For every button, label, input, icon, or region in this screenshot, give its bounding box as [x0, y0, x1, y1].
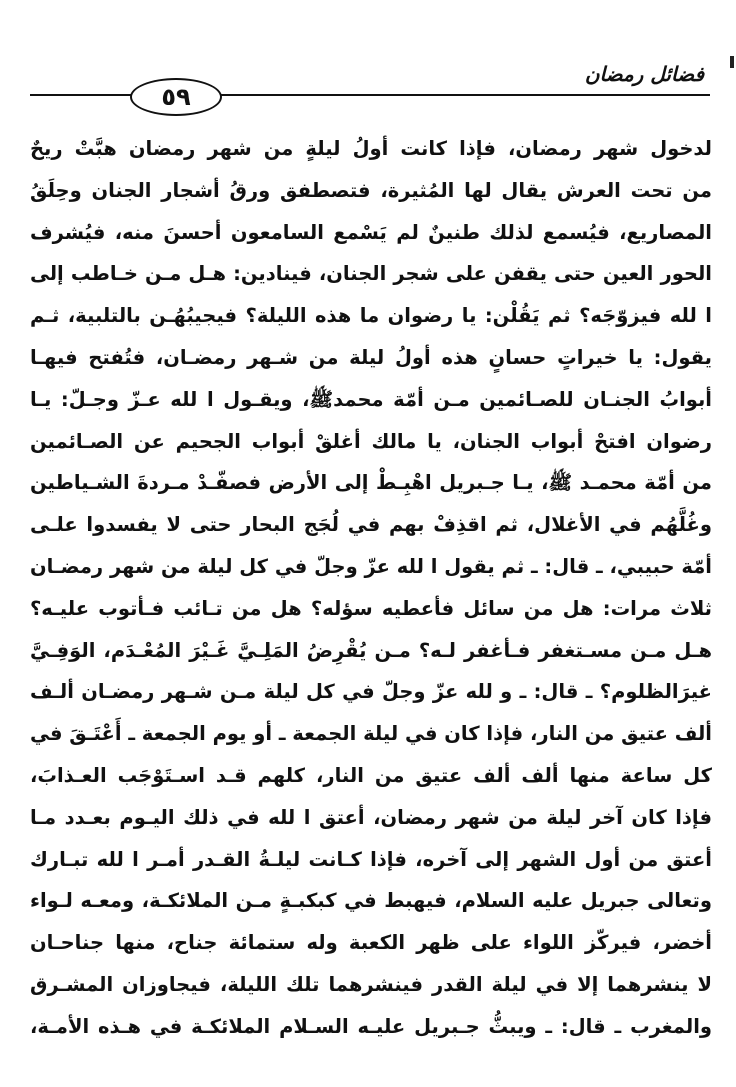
text-line: أمّة حبيبي، ـ قال: ـ ثم يقول ا لله عزّ وجلّ في كل ليلة من شهر رمضـان — [30, 554, 712, 578]
text-line: هـل مـن مسـتغفر فـأغفر لـه؟ مـن يُقْرِضُ المَلِـيَّ غَـيْرَ المُعْـدَم، الوَفِـيَّ — [30, 638, 712, 662]
text-line: المصاريع، فيُسمع لذلك طنينٌ لم يَسْمع السامعون أحسنَ منه، فيُشرف — [30, 220, 712, 244]
page-number-oval — [130, 78, 222, 116]
text-line: ألف عتيق من النار، فإذا كان في ليلة الجمعة ـ أو يوم الجمعة ـ أَعْتَـقَ في — [30, 722, 712, 746]
page-edge-mark — [730, 56, 734, 68]
text-line: يقول: يا خيراتٍ حسانٍ هذه أولُ ليلة من شـهر رمضـان، فتُفتح فيهـا — [30, 345, 712, 369]
text-line: أخضر، فيركّز اللواء على ظهر الكعبة وله ستمائة جناح، منها جناحـان — [30, 931, 712, 955]
text-line: ثلاث مرات: هل من سائل فأعطيه سؤله؟ هل من تـائب فـأتوب عليـه؟ — [30, 596, 712, 620]
text-line: فإذا كان آخر ليلة من شهر رمضان، أعتق ا لله في ذلك اليـوم بعـدد مـا — [30, 805, 712, 829]
text-line: رضوان افتحْ أبواب الجنان، يا مالك أغلقْ أبواب الجحيم عن الصـائمين — [30, 429, 712, 453]
text-line: من أمّة محمـد ﷺ، يـا جـبريل اهْبِـطْ إلى الأرض فصفّـدْ مـردةَ الشـياطين — [30, 471, 712, 495]
text-line: وتعالى جبريل عليه السلام، فيهبط في كبكبـةٍ مـن الملائكـة، ومعـه لـواء — [30, 889, 712, 913]
text-line: لدخول شهر رمضان، فإذا كانت أولُ ليلةٍ من شهر رمضان هبَّتْ ريحٌ — [30, 137, 712, 160]
text-line: أبوابُ الجنـان للصـائمين مـن أمّة محمدﷺ، ويقـول ا لله عـزّ وجـلّ: يـا — [30, 387, 712, 411]
text-line: والمغرب ـ قال: ـ ويبثُّ جـبريل عليـه السـلام الملائكـة في هـذه الأمـة، — [30, 1014, 712, 1038]
text-line: ا لله فيزوّجَه؟ ثم يَقُلْن: يا رضوان ما هذه الليلة؟ فيجيبُهُـن بالتلبية، ثـم — [30, 304, 712, 328]
text-line: أعتق من أول الشهر إلى آخره، فإذا كـانت ليلـةُ القـدر أمـر ا لله تبـارك — [30, 847, 712, 871]
text-line: من تحت العرش يقال لها المُثيرة، فتصطفق ورقُ أشجار الجنان وحِلَقُ — [30, 178, 712, 202]
text-line: كل ساعة منها ألف ألف عتيق من النار، كلهم قـد اسـتَوْجَب العـذابَ، — [30, 763, 712, 787]
page-header — [30, 56, 710, 116]
page-number: ٥٩ — [161, 83, 191, 111]
text-line: لا ينشرهما إلا في ليلة القدر فينشرهما تلك الليلة، فيجاوزان المشـرق — [30, 972, 712, 996]
body-text — [30, 128, 712, 1048]
text-line: غيرَالظلوم؟ ـ قال: ـ و لله عزّ وجلّ في كل ليلة مـن شـهر رمضـان ألـف — [30, 680, 712, 704]
text-line: الحور العين حتى يقفن على شجر الجنان، فينادين: هـل مـن خـاطب إلى — [30, 262, 712, 286]
running-title: فضائل رمضان — [584, 62, 704, 86]
text-line: وغُلَّهُم في الأغلال، ثم اقذِفْ بهم في لُجَج البحار حتى لا يفسدوا علـى — [30, 513, 712, 537]
